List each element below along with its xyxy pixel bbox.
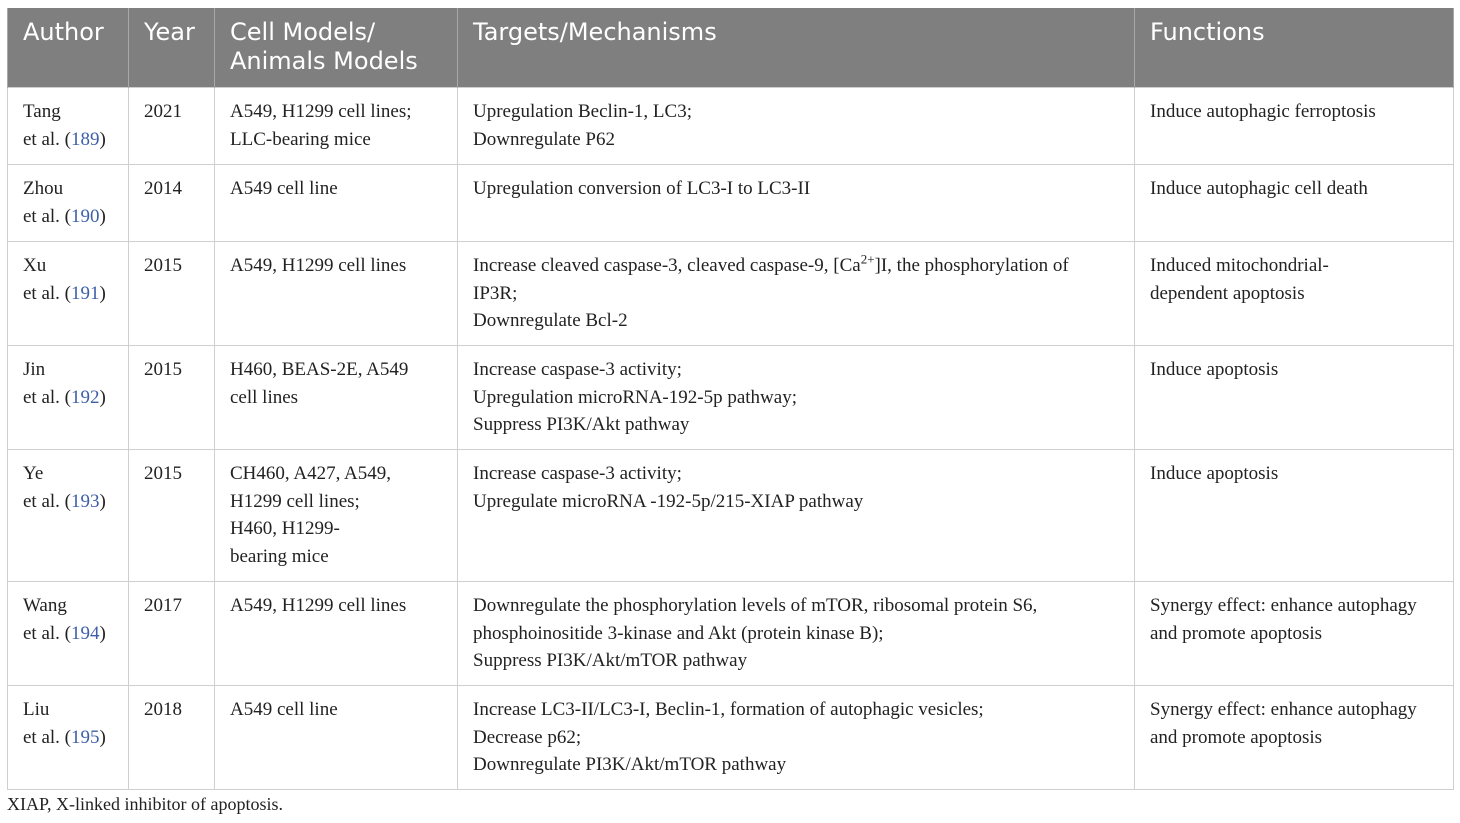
author-citation (23, 384, 114, 412)
etal-text: et al. ( (23, 386, 72, 408)
functions-line: Induce apoptosis (1150, 359, 1279, 380)
author-citation (23, 724, 114, 752)
reference-link[interactable]: 193 (71, 490, 100, 512)
models-line: cell lines (230, 386, 299, 408)
reference-link[interactable]: 192 (71, 386, 100, 408)
targets-line-calcium (473, 252, 1120, 280)
table-footnote: XIAP, X-linked inhibitor of apoptosis. (7, 794, 283, 814)
data-table (7, 8, 1454, 790)
year-cell: 2015 (129, 346, 215, 450)
etal-text: et al. ( (23, 128, 72, 150)
etal-text: et al. ( (23, 205, 72, 227)
author-cell (8, 88, 129, 165)
targets-cell (458, 346, 1135, 450)
calcium-pre-text: Increase cleaved caspase-3, cleaved caspase-9, [Ca (473, 255, 861, 276)
targets-line: Downregulate P62 (473, 128, 615, 150)
calcium-superscript: 2+ (860, 251, 875, 267)
targets-cell (458, 450, 1135, 582)
header-author: Author (8, 8, 129, 88)
models-line: A549, H1299 cell lines (230, 595, 407, 616)
header-models-line1: Cell Models/ (230, 18, 376, 46)
targets-cell (458, 582, 1135, 686)
models-line: bearing mice (230, 545, 329, 567)
targets-line: Downregulate the phosphorylation levels of mTOR, ribosomal protein S6, (473, 595, 1038, 616)
reference-link[interactable]: 190 (71, 205, 100, 227)
author-cell (8, 686, 129, 790)
year-cell: 2021 (129, 88, 215, 165)
author-name: Jin (23, 359, 46, 380)
author-citation (23, 126, 114, 154)
functions-cell (1135, 165, 1454, 242)
targets-line: Downregulate PI3K/Akt/mTOR pathway (473, 754, 787, 775)
targets-cell (458, 88, 1135, 165)
reference-link[interactable]: 189 (71, 128, 100, 150)
header-functions: Functions (1135, 8, 1454, 88)
targets-line: Decrease p62; (473, 726, 582, 748)
functions-cell (1135, 346, 1454, 450)
targets-line: Upregulation Beclin-1, LC3; (473, 101, 692, 122)
close-paren: ) (99, 726, 106, 748)
close-paren: ) (99, 622, 106, 644)
targets-cell (458, 242, 1135, 346)
functions-line: Induce apoptosis (1150, 463, 1279, 484)
models-cell (215, 686, 458, 790)
author-citation (23, 280, 114, 308)
etal-text: et al. ( (23, 726, 72, 748)
close-paren: ) (99, 205, 106, 227)
models-cell (215, 346, 458, 450)
models-cell (215, 88, 458, 165)
reference-link[interactable]: 191 (71, 282, 100, 304)
targets-line: Increase caspase-3 activity; (473, 359, 682, 380)
year-cell: 2015 (129, 450, 215, 582)
reference-link[interactable]: 195 (71, 726, 100, 748)
targets-line: phosphoinositide 3-kinase and Akt (protein kinase B); (473, 622, 884, 644)
author-name: Zhou (23, 178, 64, 199)
models-cell (215, 582, 458, 686)
year-cell: 2018 (129, 686, 215, 790)
table-row (8, 242, 1454, 346)
models-line: A549, H1299 cell lines (230, 255, 407, 276)
table-row (8, 686, 1454, 790)
table-row (8, 88, 1454, 165)
author-name: Liu (23, 699, 50, 720)
models-line: A549 cell line (230, 178, 338, 199)
calcium-post-text: ]I, the phosphorylation of (874, 255, 1069, 276)
targets-cell (458, 165, 1135, 242)
table-row (8, 450, 1454, 582)
targets-line: Upregulate microRNA -192-5p/215-XIAP pathway (473, 490, 864, 512)
author-cell (8, 582, 129, 686)
targets-line: Downregulate Bcl-2 (473, 310, 628, 331)
models-line: A549, H1299 cell lines; (230, 101, 412, 122)
functions-cell (1135, 582, 1454, 686)
targets-line: Suppress PI3K/Akt/mTOR pathway (473, 650, 748, 671)
header-models-line2: Animals Models (230, 47, 418, 75)
models-cell (215, 242, 458, 346)
table-row (8, 582, 1454, 686)
functions-cell (1135, 88, 1454, 165)
close-paren: ) (99, 490, 106, 512)
table-row (8, 346, 1454, 450)
functions-line: and promote apoptosis (1150, 622, 1323, 644)
close-paren: ) (99, 282, 106, 304)
models-line: H1299 cell lines; (230, 490, 360, 512)
table-row (8, 165, 1454, 242)
year-cell: 2014 (129, 165, 215, 242)
functions-line: Synergy effect: enhance autophagy (1150, 595, 1417, 616)
author-cell (8, 346, 129, 450)
targets-line: Increase caspase-3 activity; (473, 463, 682, 484)
functions-cell (1135, 242, 1454, 346)
functions-line: Induced mitochondrial- (1150, 255, 1329, 276)
models-line: H460, BEAS-2E, A549 (230, 359, 409, 380)
models-line: A549 cell line (230, 699, 338, 720)
models-line: CH460, A427, A549, (230, 463, 391, 484)
author-cell (8, 242, 129, 346)
author-cell (8, 165, 129, 242)
models-cell (215, 165, 458, 242)
close-paren: ) (99, 128, 106, 150)
header-targets: Targets/Mechanisms (458, 8, 1135, 88)
author-name: Wang (23, 595, 67, 616)
targets-line: Upregulation conversion of LC3-I to LC3-II (473, 178, 811, 199)
functions-line: Induce autophagic ferroptosis (1150, 101, 1376, 122)
etal-text: et al. ( (23, 282, 72, 304)
targets-line: Suppress PI3K/Akt pathway (473, 414, 690, 435)
header-models (215, 8, 458, 88)
author-cell (8, 450, 129, 582)
author-name: Tang (23, 101, 61, 122)
etal-text: et al. ( (23, 622, 72, 644)
close-paren: ) (99, 386, 106, 408)
etal-text: et al. ( (23, 490, 72, 512)
functions-line: and promote apoptosis (1150, 726, 1323, 748)
year-cell: 2017 (129, 582, 215, 686)
author-citation (23, 203, 114, 231)
table-container (7, 8, 1453, 790)
functions-line: Induce autophagic cell death (1150, 178, 1368, 199)
year-cell: 2015 (129, 242, 215, 346)
functions-line: Synergy effect: enhance autophagy (1150, 699, 1417, 720)
table-header (8, 8, 1454, 88)
models-line: H460, H1299- (230, 518, 340, 539)
header-year: Year (129, 8, 215, 88)
functions-cell (1135, 686, 1454, 790)
author-citation (23, 488, 114, 516)
author-citation (23, 620, 114, 648)
models-line: LLC-bearing mice (230, 128, 371, 150)
targets-line: Increase LC3-II/LC3-I, Beclin-1, formation of autophagic vesicles; (473, 699, 984, 720)
table-body (8, 88, 1454, 790)
author-name: Xu (23, 255, 47, 276)
reference-link[interactable]: 194 (71, 622, 100, 644)
targets-line: IP3R; (473, 282, 518, 304)
header-row (8, 8, 1454, 88)
author-name: Ye (23, 463, 44, 484)
models-cell (215, 450, 458, 582)
functions-cell (1135, 450, 1454, 582)
targets-line: Upregulation microRNA-192-5p pathway; (473, 386, 797, 408)
targets-cell (458, 686, 1135, 790)
functions-line: dependent apoptosis (1150, 282, 1305, 304)
